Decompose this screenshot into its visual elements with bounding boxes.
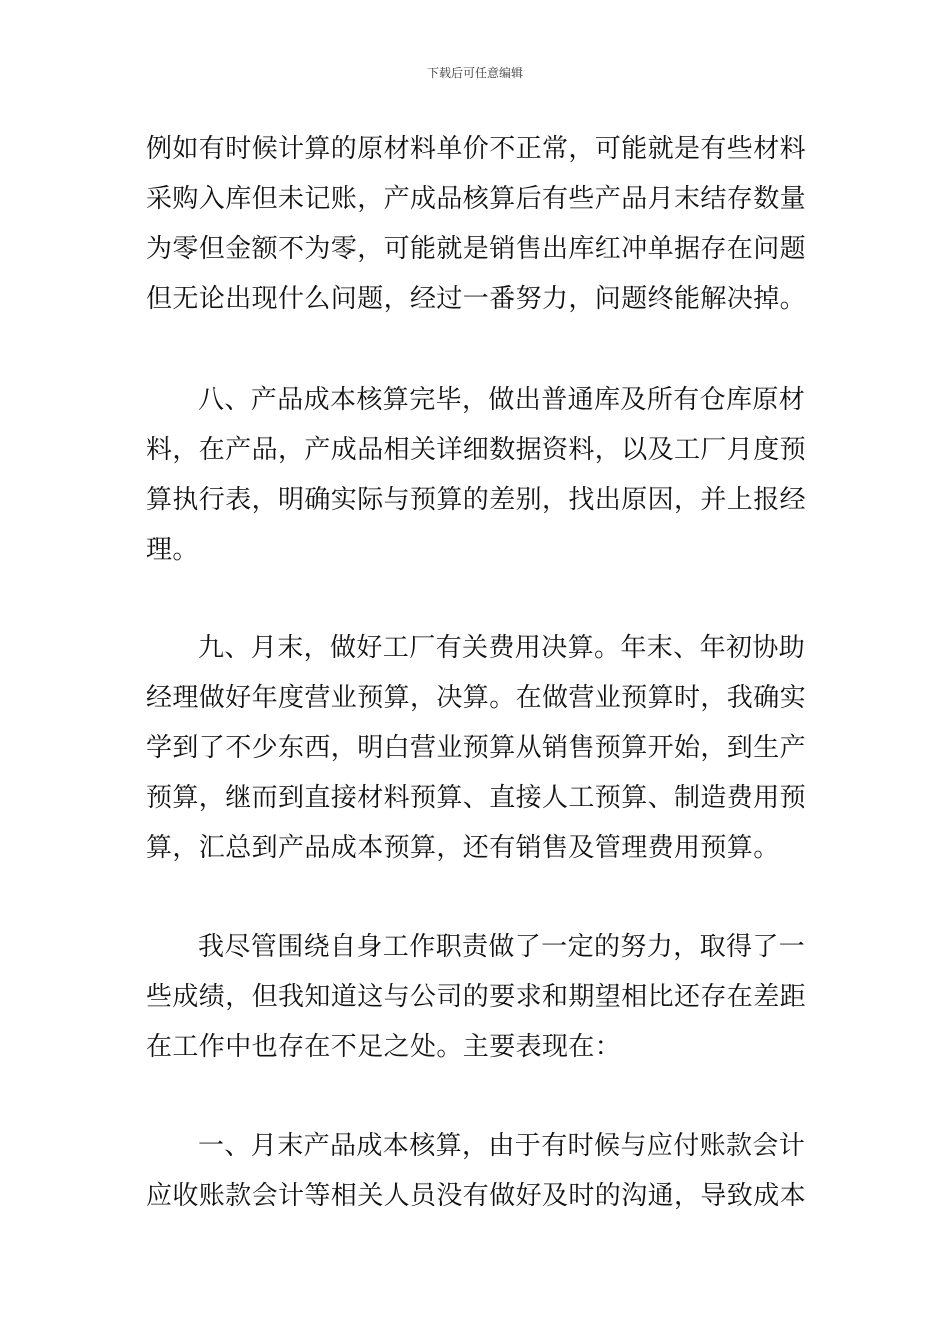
text-line: 九、月末，做好工厂有关费用决算。年末、年初协助 bbox=[198, 633, 806, 663]
text-line: 例如有时候计算的原材料单价不正常，可能就是有些材料 bbox=[146, 134, 807, 164]
text-line: 学到了不少东西，明白营业预算从销售预算开始，到生产 bbox=[146, 733, 807, 763]
text-line: 经理做好年度营业预算，决算。在做营业预算时，我确实 bbox=[146, 683, 807, 713]
text-line: 算，汇总到产品成本预算，还有销售及管理费用预算。 bbox=[146, 833, 780, 863]
text-line: 应收账款会计等相关人员没有做好及时的沟通，导致成本 bbox=[146, 1181, 807, 1211]
text-line: 为零但金额不为零，可能就是销售出库红冲单据存在问题 bbox=[146, 234, 807, 264]
text-line: 理。 bbox=[146, 535, 199, 565]
text-line: 算执行表，明确实际与预算的差别，找出原因，并上报经 bbox=[146, 485, 807, 515]
text-line: 八、产品成本核算完毕，做出普通库及所有仓库原材 bbox=[198, 385, 806, 415]
text-line: 采购入库但未记账，产成品核算后有些产品月末结存数量 bbox=[146, 184, 807, 214]
text-line: 在工作中也存在不足之处。主要表现在： bbox=[146, 1032, 622, 1062]
text-line: 但无论出现什么问题，经过一番努力，问题终能解决掉。 bbox=[146, 284, 807, 314]
text-line: 预算，继而到直接材料预算、直接人工预算、制造费用预 bbox=[146, 783, 807, 813]
text-line: 我尽管围绕自身工作职责做了一定的努力，取得了一 bbox=[198, 932, 806, 962]
text-line: 料，在产品，产成品相关详细数据资料，以及工厂月度预 bbox=[146, 435, 807, 465]
page-header-note: 下载后可任意编辑 bbox=[426, 66, 523, 80]
text-line: 一、月末产品成本核算，由于有时候与应付账款会计 bbox=[198, 1131, 806, 1161]
text-line: 些成绩，但我知道这与公司的要求和期望相比还存在差距 bbox=[146, 982, 807, 1012]
